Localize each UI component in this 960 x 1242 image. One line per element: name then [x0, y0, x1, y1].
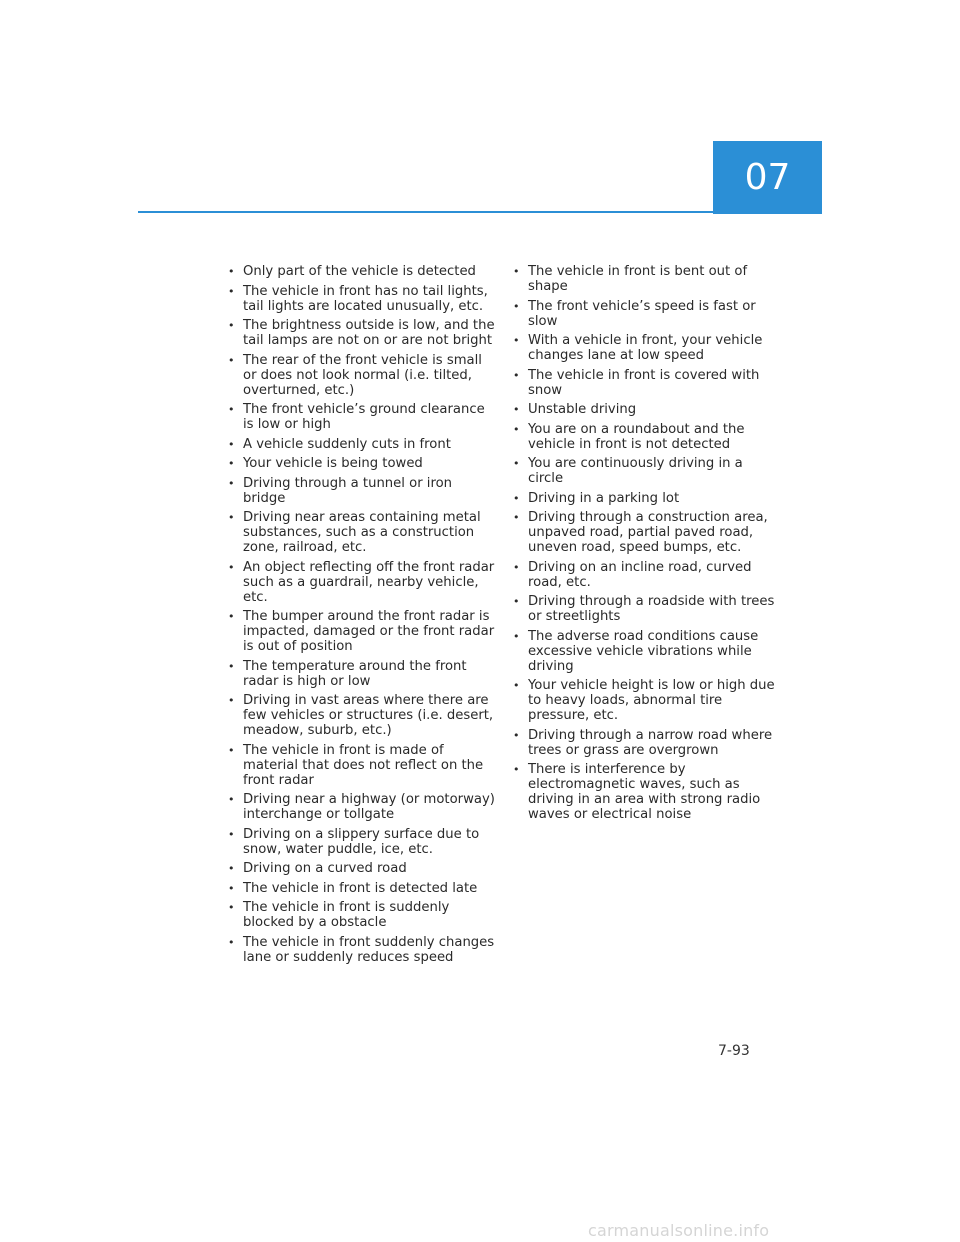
bullet-mark: •: [513, 491, 520, 505]
list-item: [226, 476, 496, 506]
list-item: [226, 560, 496, 605]
list-item-text: The rear of the front vehicle is small or does not look normal (i.e. tilted, overturned, etc.): [243, 352, 482, 398]
list-item: [511, 629, 776, 674]
list-item-text: The vehicle in front is detected late: [243, 880, 478, 896]
list-item-text: Driving near a highway (or motorway) interchange or tollgate: [243, 792, 495, 822]
list-item-text: Driving on an incline road, curved road, etc.: [528, 559, 752, 590]
list-item: [226, 437, 496, 452]
list-item: [226, 510, 496, 555]
list-item: [511, 368, 776, 398]
header-rule: [138, 211, 713, 213]
list-item: [511, 456, 776, 486]
list-item: [511, 264, 776, 294]
bullet-mark: •: [513, 511, 520, 524]
list-item: [511, 762, 776, 822]
list-item: [511, 422, 776, 452]
list-item-text: The vehicle in front is suddenly blocked by a obstacle: [243, 900, 450, 930]
list-item-text: The bumper around the front radar is impacted, damaged or the front radar is out of position: [243, 609, 495, 654]
list-item: [226, 693, 496, 738]
list-item-text: You are continuously driving in a circle: [528, 456, 743, 486]
list-item: [226, 900, 496, 930]
list-item-text: Driving through a roadside with trees or streetlights: [528, 594, 775, 624]
list-item: [511, 402, 776, 417]
list-item: [226, 827, 496, 857]
list-item: [226, 792, 496, 822]
bullet-mark: •: [513, 457, 520, 470]
bullet-mark: •: [513, 265, 520, 278]
list-item: [511, 491, 776, 506]
list-item-text: Driving in vast areas where there are few vehicles or structures (i.e. desert, meadow, suburb, etc.): [243, 693, 494, 738]
list-item: [226, 743, 496, 788]
list-item: [511, 560, 776, 590]
list-item-text: The vehicle in front has no tail lights, tail lights are located unusually, etc.: [243, 283, 488, 314]
watermark: carmanualsonline.info: [588, 1221, 770, 1240]
bullet-mark: •: [228, 319, 235, 332]
bullet-mark: •: [228, 935, 235, 949]
page-number: 7-93: [718, 1043, 750, 1059]
bullet-mark: •: [228, 437, 235, 451]
list-item-text: The vehicle in front is made of material that does not reflect on the front radar: [243, 742, 484, 788]
list-item-text: Unstable driving: [528, 402, 637, 417]
bullet-mark: •: [228, 403, 235, 416]
bullet-mark: •: [228, 694, 235, 707]
list-item-text: The temperature around the front radar is high or low: [243, 658, 467, 689]
bullet-mark: •: [228, 457, 235, 470]
list-item: [226, 402, 496, 432]
bullet-mark: •: [513, 728, 520, 742]
left-bullet-list: [226, 264, 496, 969]
list-item: [226, 353, 496, 398]
bullet-mark: •: [513, 560, 520, 574]
bullet-mark: •: [513, 422, 520, 436]
list-item: [226, 456, 496, 471]
list-item-text: Driving through a narrow road where trees or grass are overgrown: [528, 727, 773, 758]
list-item-text: Driving in a parking lot: [528, 490, 680, 506]
bullet-mark: •: [228, 284, 235, 298]
list-item-text: Driving through a construction area, unpaved road, partial paved road, uneven road, speed bumps, etc.: [528, 510, 768, 555]
bullet-mark: •: [228, 610, 235, 623]
bullet-mark: •: [228, 743, 235, 757]
list-item: [511, 510, 776, 555]
list-item: [226, 881, 496, 896]
list-item-text: The vehicle in front suddenly changes lane or suddenly reduces speed: [243, 934, 495, 965]
list-item: [226, 318, 496, 348]
bullet-mark: •: [228, 659, 235, 673]
bullet-mark: •: [513, 299, 520, 313]
list-item: [511, 333, 776, 363]
list-item: [226, 861, 496, 876]
list-item-text: Driving on a curved road: [243, 861, 407, 876]
bullet-mark: •: [228, 901, 235, 914]
bullet-mark: •: [228, 793, 235, 806]
bullet-mark: •: [228, 476, 235, 490]
list-item-text: The front vehicle’s ground clearance is low or high: [243, 402, 485, 432]
list-item: [511, 728, 776, 758]
list-item: [226, 284, 496, 314]
list-item-text: Driving on a slippery surface due to snow, water puddle, ice, etc.: [243, 826, 480, 857]
list-item-text: The adverse road conditions cause excessive vehicle vibrations while driving: [528, 628, 759, 674]
bullet-mark: •: [513, 595, 520, 608]
list-item: [226, 264, 496, 279]
list-item-text: Driving through a tunnel or iron bridge: [243, 475, 453, 506]
bullet-mark: •: [228, 560, 235, 574]
bullet-mark: •: [228, 862, 235, 875]
list-item-text: You are on a roundabout and the vehicle in front is not detected: [528, 421, 745, 452]
right-bullet-list: [511, 264, 776, 827]
list-item-text: Your vehicle height is low or high due to heavy loads, abnormal tire pressure, etc.: [528, 678, 775, 723]
bullet-mark: •: [513, 679, 520, 692]
list-item-text: Driving near areas containing metal substances, such as a construction zone, railroad, etc.: [243, 510, 481, 555]
list-item: [226, 659, 496, 689]
bullet-mark: •: [513, 403, 520, 416]
bullet-mark: •: [513, 763, 520, 776]
list-item: [226, 609, 496, 654]
bullet-mark: •: [513, 368, 520, 382]
list-item-text: There is interference by electromagnetic waves, such as driving in an area with strong radio waves or electrical noise: [528, 762, 761, 822]
list-item-text: A vehicle suddenly cuts in front: [243, 436, 451, 452]
list-item-text: With a vehicle in front, your vehicle changes lane at low speed: [528, 333, 763, 363]
list-item-text: The vehicle in front is bent out of shape: [528, 264, 748, 294]
chapter-tab: 07: [713, 141, 822, 214]
list-item: [511, 678, 776, 723]
list-item-text: Only part of the vehicle is detected: [243, 264, 476, 279]
list-item: [511, 594, 776, 624]
bullet-mark: •: [228, 881, 235, 895]
bullet-mark: •: [228, 353, 235, 367]
list-item-text: The brightness outside is low, and the tail lamps are not on or are not bright: [243, 318, 495, 348]
bullet-mark: •: [513, 629, 520, 643]
bullet-mark: •: [228, 511, 235, 524]
list-item: [511, 299, 776, 329]
bullet-mark: •: [228, 827, 235, 841]
list-item-text: The front vehicle’s speed is fast or slow: [528, 298, 756, 329]
list-item: [226, 935, 496, 965]
list-item-text: The vehicle in front is covered with snow: [528, 367, 760, 398]
list-item-text: Your vehicle is being towed: [243, 456, 423, 471]
bullet-mark: •: [228, 265, 235, 278]
list-item-text: An object reflecting off the front radar such as a guardrail, nearby vehicle, etc.: [243, 559, 495, 605]
bullet-mark: •: [513, 334, 520, 347]
